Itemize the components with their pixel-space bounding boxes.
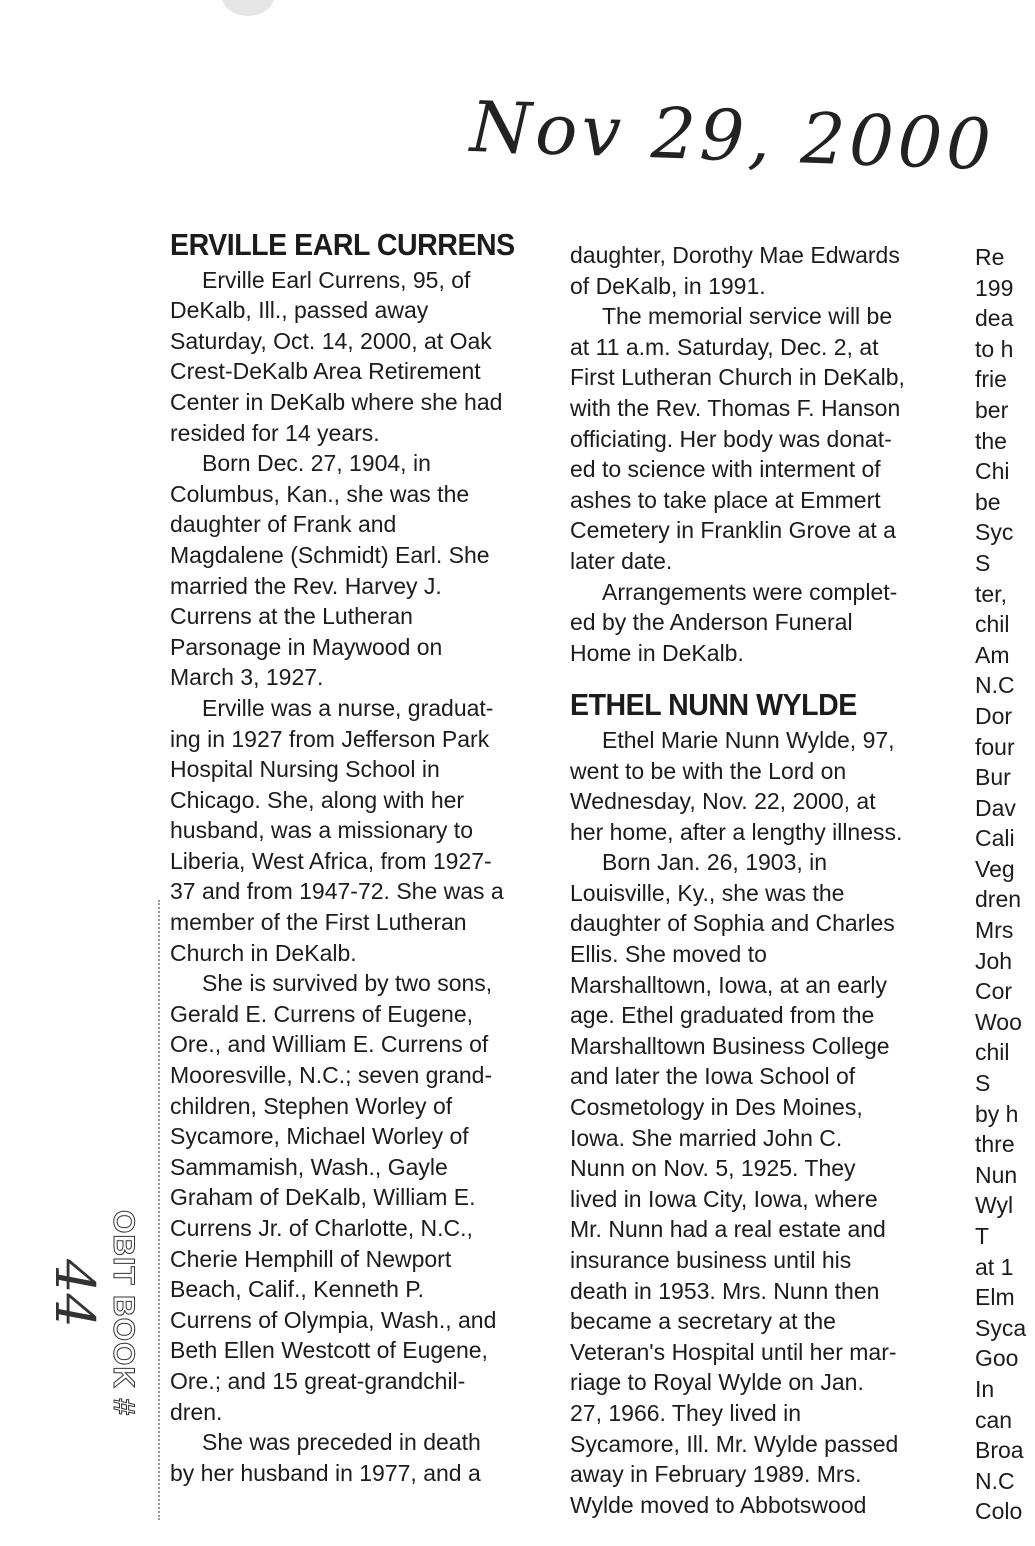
cropped-text-fragment: ber <box>975 396 1009 423</box>
text-line: age. Ethel graduated from the <box>570 1002 875 1029</box>
obituary-body-currens <box>170 265 550 1489</box>
cropped-text-fragment: Veg <box>975 855 1015 882</box>
cropped-text-fragment: Am <box>975 641 1010 668</box>
cropped-text-fragment: Joh <box>975 947 1013 974</box>
text-line: Arrangements were complet- <box>602 578 898 605</box>
text-line: husband, was a missionary to <box>170 817 473 844</box>
obit-book-stamp: OBIT BOOK # <box>107 1210 140 1417</box>
cropped-text-fragment: can <box>975 1406 1013 1433</box>
text-line: Veteran's Hospital until her mar- <box>570 1338 897 1365</box>
obituary-column-1 <box>170 227 550 1488</box>
text-line: Chicago. She, along with her <box>170 786 465 813</box>
text-line: riage to Royal Wylde on Jan. <box>570 1369 864 1396</box>
cropped-text-fragment: Elm <box>975 1284 1015 1311</box>
text-line: away in February 1989. Mrs. <box>570 1461 862 1488</box>
text-line: Beth Ellen Westcott of Eugene, <box>170 1337 488 1364</box>
text-line: Currens at the Lutheran <box>170 603 413 630</box>
text-line: children, Stephen Worley of <box>170 1092 453 1119</box>
cropped-text-fragment: In <box>975 1375 995 1402</box>
text-line: by her husband in 1977, and a <box>170 1459 481 1486</box>
text-line: resided for 14 years. <box>170 419 380 446</box>
text-line: Saturday, Oct. 14, 2000, at Oak <box>170 327 492 354</box>
cropped-text-fragment: Syc <box>975 519 1014 546</box>
text-line: Graham of DeKalb, William E. <box>170 1184 476 1211</box>
text-line: Magdalene (Schmidt) Earl. She <box>170 541 490 568</box>
text-line: daughter, Dorothy Mae Edwards <box>570 242 900 268</box>
text-line: member of the First Lutheran <box>170 909 467 936</box>
cropped-text-fragment: dea <box>975 305 1014 332</box>
text-line: Liberia, West Africa, from 1927- <box>170 847 492 874</box>
text-line: insurance business until his <box>570 1247 852 1273</box>
cropped-text-fragment: Broa <box>975 1437 1024 1464</box>
cropped-text-fragment: 199 <box>975 274 1014 301</box>
text-line: Ore.; and 15 great-grandchil- <box>170 1367 466 1394</box>
text-line: Nunn on Nov. 5, 1925. They <box>570 1155 856 1182</box>
text-line: at 11 a.m. Saturday, Dec. 2, at <box>570 333 879 360</box>
text-line: Louisville, Ky., she was the <box>570 879 845 906</box>
text-line: with the Rev. Thomas F. Hanson <box>570 394 901 421</box>
obituary-column-2 <box>570 240 950 1520</box>
cropped-text-fragment: ter, <box>975 580 1007 607</box>
text-line: Church in DeKalb. <box>170 939 357 966</box>
text-line: ed by the Anderson Funeral <box>570 609 853 636</box>
text-line: Sycamore, Michael Worley of <box>170 1123 469 1150</box>
text-line: DeKalb, Ill., passed away <box>170 297 429 324</box>
text-line: went to be with the Lord on <box>570 757 847 784</box>
text-line: Beach, Calif., Kenneth P. <box>170 1276 425 1303</box>
text-line: Center in DeKalb where she had <box>170 388 503 415</box>
text-line: Mr. Nunn had a real estate and <box>570 1216 886 1243</box>
text-line: Mooresville, N.C.; seven grand- <box>170 1062 493 1089</box>
cropped-text-fragment: T <box>975 1223 990 1249</box>
cropped-text-fragment: four <box>975 733 1015 760</box>
text-line: Marshalltown Business College <box>570 1032 890 1059</box>
text-line: Born Dec. 27, 1904, in <box>202 450 431 477</box>
text-line: Cemetery in Franklin Grove at a <box>570 517 896 544</box>
cropped-text-fragment: S <box>975 1070 991 1097</box>
text-line: Erville Earl Currens, 95, of <box>202 266 471 293</box>
cropped-text-fragment: thre <box>975 1131 1015 1158</box>
text-line: lived in Iowa City, Iowa, where <box>570 1185 878 1212</box>
margin-specks <box>158 900 168 1520</box>
cropped-text-fragment: S <box>975 549 991 576</box>
text-line: The memorial service will be <box>602 303 893 330</box>
text-line: Born Jan. 26, 1903, in <box>602 849 828 876</box>
text-line: Iowa. She married John C. <box>570 1124 843 1151</box>
cropped-text-fragment: the <box>975 427 1007 454</box>
text-line: her home, after a lengthy illness. <box>570 818 903 845</box>
cropped-text-fragment: N.C <box>975 672 1015 699</box>
text-line: Ore., and William E. Currens of <box>170 1031 489 1058</box>
obituary-headline-wylde: ETHEL NUNN WYLDE <box>570 687 857 723</box>
text-line: Wednesday, Nov. 22, 2000, at <box>570 788 876 815</box>
text-line: became a secretary at the <box>570 1308 836 1335</box>
cropped-text-fragment: Wyl <box>975 1192 1014 1219</box>
obituary-body-currens-continued <box>570 240 950 668</box>
text-line: March 3, 1927. <box>170 664 324 691</box>
text-line: and later the Iowa School of <box>570 1063 856 1090</box>
cropped-text-fragment: to h <box>975 335 1014 362</box>
text-line: 27, 1966. They lived in <box>570 1399 802 1426</box>
obituary-headline-currens: ERVILLE EARL CURRENS <box>170 227 515 262</box>
obituary-column-3-cropped <box>975 242 1035 1527</box>
cropped-text-fragment: Re <box>975 244 1005 270</box>
text-line: daughter of Frank and <box>170 511 397 538</box>
text-line: Cosmetology in Des Moines, <box>570 1094 863 1121</box>
text-line: Parsonage in Maywood on <box>170 633 443 660</box>
text-line: 37 and from 1947-72. She was a <box>170 878 504 905</box>
text-line: Columbus, Kan., she was the <box>170 480 470 507</box>
cropped-text-fragment: Dav <box>975 794 1016 821</box>
cropped-text-fragment: at 1 <box>975 1253 1014 1280</box>
handwritten-date: Nov 29, 2000 <box>468 85 997 187</box>
cropped-text-fragment: Syca <box>975 1314 1027 1341</box>
cropped-text-fragment: Nun <box>975 1161 1018 1188</box>
text-line: Ethel Marie Nunn Wylde, 97, <box>602 726 895 753</box>
text-line: Marshalltown, Iowa, at an early <box>570 971 888 998</box>
cropped-text-fragment: Chi <box>975 458 1010 485</box>
cropped-text-fragment: Mrs <box>975 917 1014 944</box>
cropped-text-fragment: be <box>975 488 1001 515</box>
text-line: Ellis. She moved to <box>570 941 767 968</box>
text-line: Gerald E. Currens of Eugene, <box>170 1000 473 1027</box>
cropped-text-fragment: Woo <box>975 1008 1022 1035</box>
text-line: of DeKalb, in 1991. <box>570 272 766 299</box>
text-line: later date. <box>570 547 673 574</box>
text-line: Currens of Olympia, Wash., and <box>170 1306 497 1333</box>
text-line: Cherie Hemphill of Newport <box>170 1245 452 1272</box>
text-line: married the Rev. Harvey J. <box>170 572 442 599</box>
text-line: Hospital Nursing School in <box>170 756 440 783</box>
cropped-text-fragment: Cali <box>975 825 1015 852</box>
cropped-text-fragment: Dor <box>975 702 1013 729</box>
cropped-text-fragment: frie <box>975 366 1007 393</box>
text-line: Home in DeKalb. <box>570 639 744 666</box>
text-line: Sycamore, Ill. Mr. Wylde passed <box>570 1430 899 1457</box>
cropped-text-fragment: Goo <box>975 1345 1019 1372</box>
cropped-text-fragment: chil <box>975 1039 1010 1066</box>
cropped-text-fragment: Colo <box>975 1498 1023 1525</box>
text-line: She was preceded in death <box>202 1429 481 1456</box>
text-line: Sammamish, Wash., Gayle <box>170 1153 448 1180</box>
text-line: ing in 1927 from Jefferson Park <box>170 725 490 752</box>
text-line: Erville was a nurse, graduat- <box>202 694 494 721</box>
cropped-text-fragment: Cor <box>975 978 1013 1005</box>
text-line: daughter of Sophia and Charles <box>570 910 895 937</box>
cropped-text-fragment: N.C <box>975 1467 1015 1494</box>
text-line: Currens Jr. of Charlotte, N.C., <box>170 1215 473 1241</box>
text-line: She is survived by two sons, <box>202 970 493 997</box>
text-line: dren. <box>170 1398 223 1425</box>
text-line: Wylde moved to Abbotswood <box>570 1491 867 1518</box>
cropped-text-fragment: chil <box>975 611 1010 638</box>
cropped-text-fragment: dren <box>975 886 1022 913</box>
text-line: ed to science with interment of <box>570 456 881 483</box>
text-line: Crest-DeKalb Area Retirement <box>170 358 481 385</box>
cropped-text-fragment: by h <box>975 1100 1019 1127</box>
text-line: ashes to take place at Emmert <box>570 486 881 513</box>
text-line: officiating. Her body was donat- <box>570 425 892 452</box>
cropped-text-fragment: Bur <box>975 764 1011 791</box>
book-number-handwritten: 44 <box>42 1259 106 1328</box>
punch-hole <box>222 0 274 16</box>
text-line: death in 1953. Mrs. Nunn then <box>570 1277 880 1304</box>
obituary-body-wylde <box>570 725 950 1520</box>
text-line: First Lutheran Church in DeKalb, <box>570 364 905 391</box>
